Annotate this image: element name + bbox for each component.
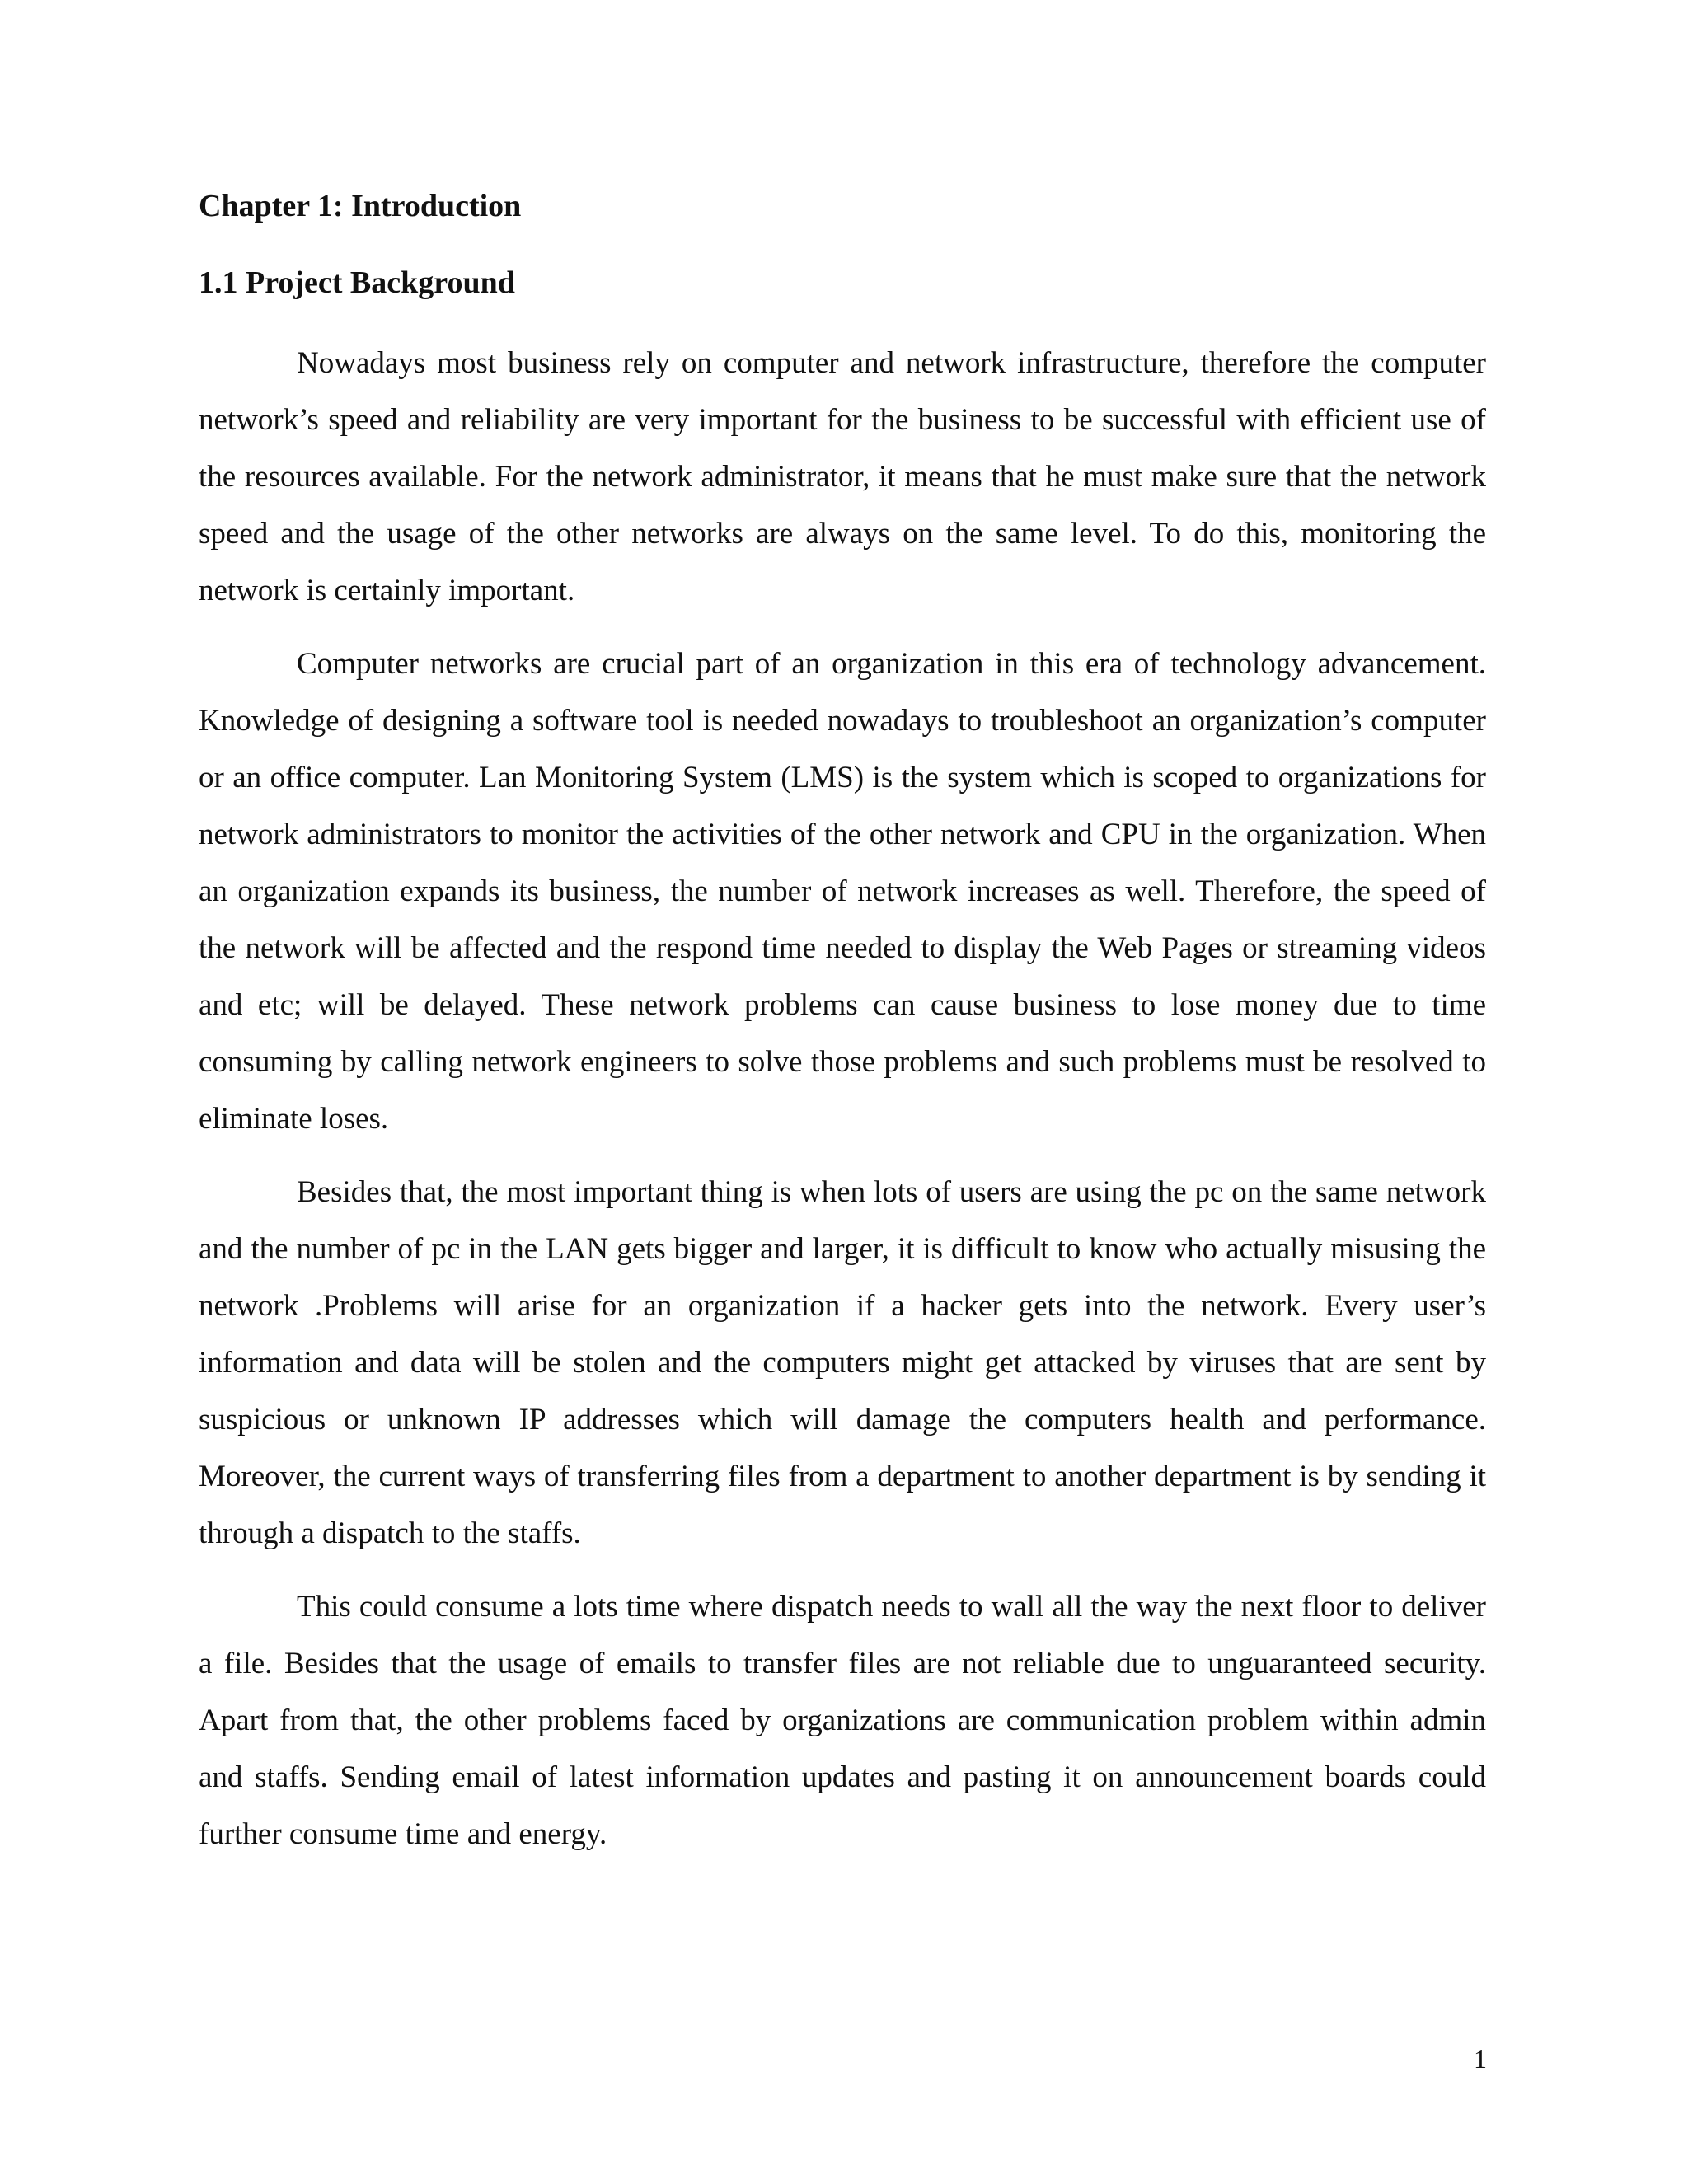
chapter-title: Chapter 1: Introduction (199, 189, 522, 223)
paragraph: Computer networks are crucial part of an organization in this era of technology advancement. Knowledge of designing a software tool is needed nowadays to troubleshoot an organization’s computer or an office computer. Lan Monitoring System (LMS) is the system which is scoped to organizations for network administrators to monitor the activities of the other network and CPU in the organization. When an organization expands its business, the number of network increases as well. Therefore, the speed of the network will be affected and the respond time needed to display the Web Pages or streaming videos and etc; will be delayed. These network problems can cause business to lose money due to time consuming by calling network engineers to solve those problems and such problems must be resolved to eliminate loses. (199, 647, 1486, 1137)
body-text (199, 335, 1486, 1863)
paragraph: Besides that, the most important thing is when lots of users are using the pc on the same network and the number of pc in the LAN gets bigger and larger, it is difficult to know who actually misusing the network .Problems will arise for an organization if a hacker gets into the network. Every user’s information and data will be stolen and the computers might get attacked by viruses that are sent by suspicious or unknown IP addresses which will damage the computers health and performance. Moreover, the current ways of transferring files from a department to another department is by sending it through a dispatch to the staffs. (199, 1175, 1486, 1551)
page-content (199, 188, 1486, 1879)
page-number: 1 (1474, 2044, 1487, 2074)
paragraph: Nowadays most business rely on computer and network infrastructure, therefore the computer network’s speed and reliability are very important for the business to be successful with efficient use of the resources available. For the network administrator, it means that he must make sure that the network speed and the usage of the other networks are always on the same level. To do this, monitoring the network is certainly important. (199, 346, 1486, 608)
paragraph: This could consume a lots time where dispatch needs to wall all the way the next floor to deliver a file. Besides that the usage of emails to transfer files are not reliable due to unguaranteed security. Apart from that, the other problems faced by organizations are communication problem within admin and staffs. Sending email of latest information updates and pasting it on announcement boards could further consume time and energy. (199, 1590, 1486, 1852)
section-title: 1.1 Project Background (199, 265, 515, 300)
